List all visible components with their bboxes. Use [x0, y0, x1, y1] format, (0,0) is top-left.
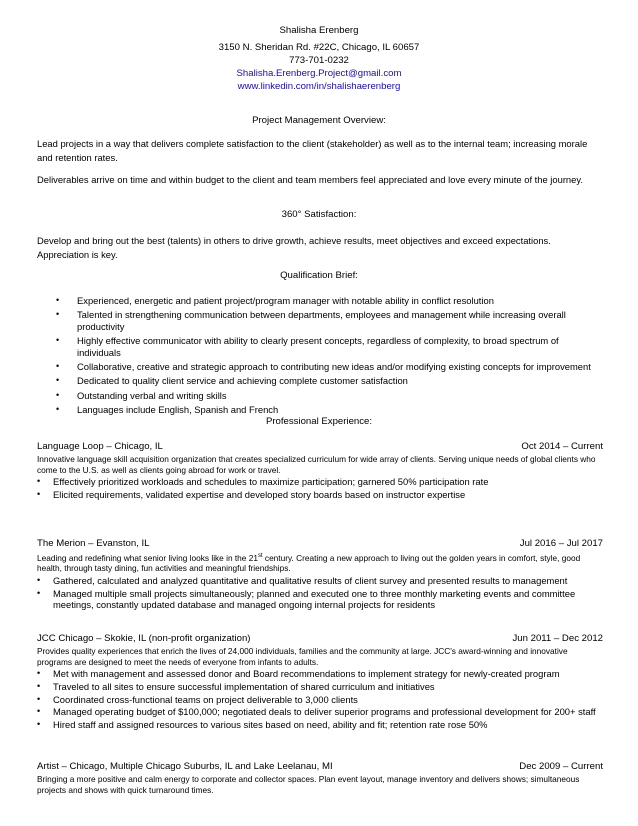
email-link[interactable]: Shalisha.Erenberg.Project@gmail.com [236, 68, 402, 79]
bullet-icon: • [56, 361, 60, 372]
qualification-item: • Collaborative, creative and strategic approach to contributing new ideas and/or modifying existing concepts for improvement [56, 361, 591, 373]
job-bullet: • Coordinated cross-functional teams on project deliverable to 3,000 clients [37, 693, 358, 705]
job-dates: Jul 2016 – Jul 2017 [519, 538, 603, 549]
job-dates: Jun 2011 – Dec 2012 [512, 633, 603, 644]
job-bullet: • Managed multiple small projects simultaneously; planned and executed one to three monthly marketing events and committee meetings, constantly updated database and managed ongoing internal projects for residents [37, 587, 576, 611]
bullet-icon: • [37, 706, 41, 717]
experience-heading: Professional Experience: [265, 416, 373, 427]
qualification-item: • Outstanding verbal and writing skills [56, 389, 227, 401]
satisfaction-heading: 360° Satisfaction: [281, 209, 357, 220]
job-title: The Merion – Evanston, IL [37, 538, 150, 549]
bullet-icon: • [37, 488, 41, 499]
qualification-item: • Talented in strengthening communication between departments, employees and management while increasing overall productivity [56, 309, 566, 332]
candidate-name: Shalisha Erenberg [279, 25, 359, 36]
bullet-icon: • [37, 587, 41, 598]
overview-paragraph-2: Deliverables arrive on time and within budget to the client and team members feel appreciated and love every minute of the journey. [37, 174, 583, 185]
job-dates: Dec 2009 – Current [519, 761, 603, 772]
bullet-icon: • [56, 295, 60, 305]
job-language-loop [37, 441, 603, 500]
address: 3150 N. Sheridan Rd. #22C, Chicago, IL 60657 [218, 42, 420, 53]
qualification-item: • Dedicated to quality client service and achieving complete customer satisfaction [56, 375, 408, 387]
job-jcc-chicago [37, 633, 603, 730]
overview-paragraph-1: Lead projects in a way that delivers complete satisfaction to the client (stakeholder) as well as to the internal team; increasing morale and retention rates. [37, 138, 588, 163]
bullet-icon: • [37, 476, 41, 487]
job-title: JCC Chicago – Skokie, IL (non-profit organization) [37, 633, 251, 644]
phone: 773-701-0232 [289, 55, 349, 66]
job-description: Leading and redefining what senior living looks like in the 21st century. Creating a new approach to living out the golden years in comfort, style, good health, through tasty dining, fun activities and meaningful friendships. [37, 552, 581, 574]
qualification-list [0, 295, 638, 418]
overview-heading: Project Management Overview: [252, 115, 386, 126]
job-bullet: • Elicited requirements, validated expertise and developed story boards based on instructor expertise [37, 488, 466, 500]
job-description: Provides quality experiences that enrich the lives of 24,000 individuals, families and the community at large. JCC's award-winning and innovative programs are designed to meet the needs of everyone from infants to adults. [37, 646, 568, 667]
job-merion [37, 538, 603, 611]
job-description: Bringing a more positive and calm energy to corporate and collector spaces. Plan event layout, manage inventory and delivers shows; simultaneous projects and shows with quick turnaround times. [37, 774, 580, 795]
job-title: Artist – Chicago, Multiple Chicago Suburbs, IL and Lake Leelanau, MI [37, 761, 333, 772]
bullet-icon: • [56, 389, 60, 400]
job-bullet: • Hired staff and assigned resources to various sites based on need, ability and fit; retention rate rose 50% [37, 718, 488, 730]
bullet-icon: • [37, 693, 41, 704]
qualification-item: • Highly effective communicator with ability to clearly present concepts, regardless of complexity, to broad spectrum of individuals [56, 335, 559, 358]
job-bullet: • Gathered, calculated and analyzed quantitative and qualitative results of client survey and presented results to management [37, 575, 568, 587]
job-bullet: • Managed operating budget of $100,000; negotiated deals to deliver superior programs and professional development for 200+ staff [37, 706, 596, 718]
bullet-icon: • [37, 718, 41, 729]
job-artist [37, 761, 603, 795]
bullet-icon: • [37, 668, 41, 679]
job-bullet: • Effectively prioritized workloads and schedules to maximize participation; garnered 50% participation rate [37, 476, 489, 488]
satisfaction-paragraph: Develop and bring out the best (talents) in others to drive growth, achieve results, meet objectives and exceed expectations. Appreciation is key. [37, 235, 551, 260]
bullet-icon: • [56, 403, 60, 414]
qualification-item: • Experienced, energetic and patient project/program manager with notable ability in conflict resolution [56, 295, 494, 306]
job-bullet: • Met with management and assessed donor and Board recommendations to implement strategy for newly-created program [37, 668, 560, 680]
qualification-heading: Qualification Brief: [280, 270, 358, 281]
qualification-item: • Languages include English, Spanish and French [56, 403, 279, 415]
job-title: Language Loop – Chicago, IL [37, 441, 163, 452]
bullet-icon: • [37, 680, 41, 691]
job-dates: Oct 2014 – Current [521, 441, 603, 452]
bullet-icon: • [56, 309, 60, 320]
linkedin-link[interactable]: www.linkedin.com/in/shalishaerenberg [237, 81, 401, 92]
job-bullet: • Traveled to all sites to ensure successful implementation of shared curriculum and initiatives [37, 680, 435, 692]
bullet-icon: • [56, 375, 60, 386]
bullet-icon: • [37, 575, 41, 586]
job-description: Innovative language skill acquisition organization that creates specialized curriculum for wide array of clients. Serving unique needs of global clients who come to the U.S. as well as clients going abroad for work or travel. [37, 454, 596, 475]
bullet-icon: • [56, 335, 60, 346]
